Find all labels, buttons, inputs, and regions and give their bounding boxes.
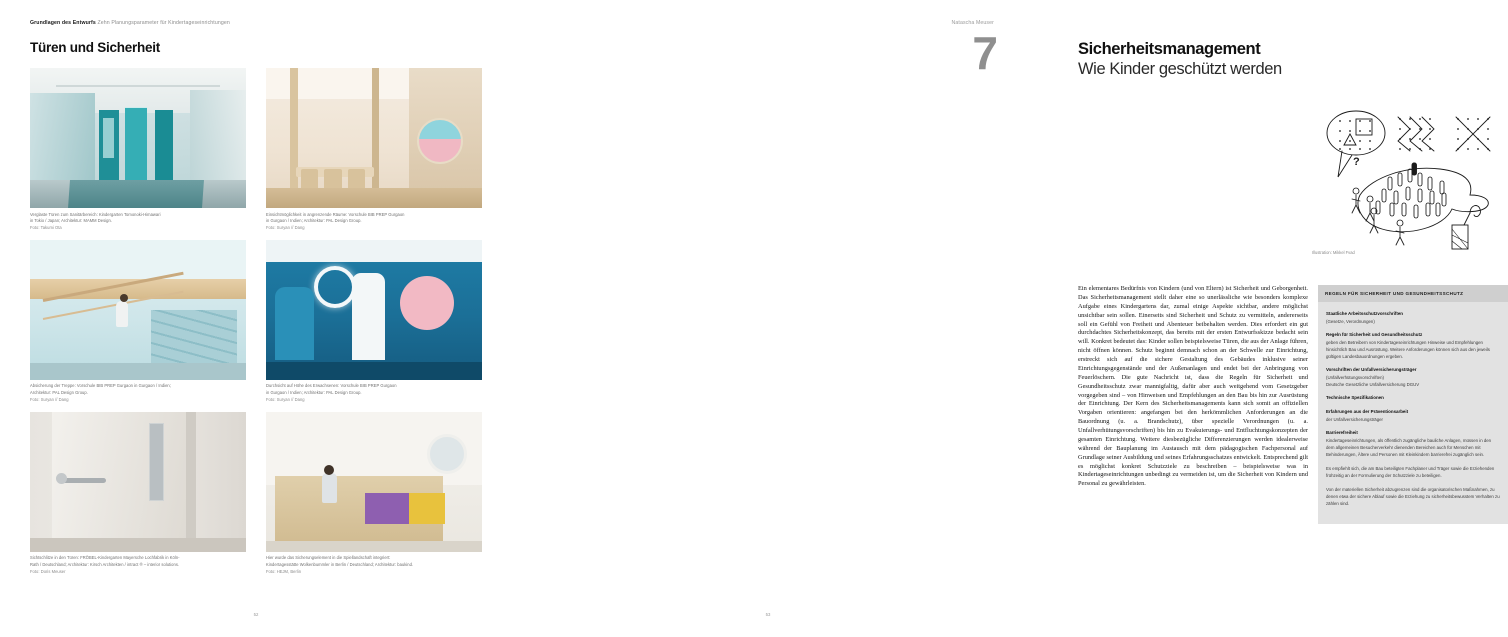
- caption-line-2: Kindertagesstätte Wolkenbummler in Berlin / Deutschland; Architektur: baukind.: [266, 561, 414, 567]
- photo-adult-height-view-opening: [266, 240, 482, 380]
- caption-line-2: Architektur: PAL Design Group.: [30, 390, 88, 395]
- illustration: [1312, 103, 1508, 253]
- caption-line-2: in Gurgaon / Indien; Architektur: PAL Design Group.: [266, 390, 362, 395]
- page-title: Türen und Sicherheit: [30, 40, 161, 55]
- info-box-item: [1326, 395, 1500, 402]
- right-running-head: Natascha Meuser: [951, 20, 994, 26]
- body-text: [1078, 285, 1308, 489]
- info-box-item: [1326, 430, 1500, 458]
- photo-grid: [30, 68, 482, 584]
- body-paragraph: Ein elementares Bedürfnis von Kindern (und von Eltern) ist Sicherheit und Geborgenheit. Das Sicherheitsmanagement stellt daher eine so unerlässliche wie besonders komplexe Aufgabe eines Kindergartens dar, zumal einige Aspekte sichtbar, andere möglichst unsichtbar sein sollen. Einerseits sind Sicherheit und Schutz zu vermitteln, andererseits soll ein Gefühl von Freiheit und Abenteuer beibehalten werden. Dies erfordert ein gut durchdachtes Sicherheitskonzept, das bereits mit der ersten Entwurfsskizze bedacht sein will. Konkret bedeutet das: Kinder sollen beispielsweise Türen, die aus der Anlage führen, nicht öffnen können. Schutz beginnt demnach schon an der Schwelle zur Einrichtung, erstreckt sich auf die sichere Gestaltung des Gebäudes inklusive seiner Einrichtungsgegenstände und der Außenanlagen und endet bei der Anbringung von Feuerlöschern. Die gute Nachricht ist, dass die Regeln für Sicherheit und Gesundheitsschutz zwar mannigfaltig, dafür aber auch weitgehend vom Gesetzgeber vorgegeben sind – von Hinweisen und Empfehlungen an den Bau bis hin zur Ausrüstung der Einrichtung. Der Kern des Sicherheitsmanagements kann sich somit an offiziellen Vorgaben orientieren: angefangen bei den herkömmlichen Anforderungen an die Bauordnung (u. a. Brandschutz), über spezielle Verordnungen (u. a. Unfallverhütungsvorschriften) bis hin zu Evakuierungs- und Entfluchtungskonzepten der gesamten Einrichtung. Weitere diesbezügliche Differenzierungen werden idealerweise während der Bauplanung im Austausch mit dem pädagogischen Fachpersonal auf Grundlage seiner Ausbildung und seines Erfahrungsschatzes entwickelt. Entsprechend gilt es möglichst konkret Schutzziele zu beschreiben – beispielsweise was in Kindertageseinrichtungen unbedingt zu vermeiden ist, um die Sicherheit von Kindern und Personal zu gewährleisten.: [1078, 285, 1308, 488]
- info-box-item-title: Vorschriften der Unfallversicherungsträger: [1326, 366, 1417, 372]
- info-box-paragraph: Es empfiehlt sich, die am Bau beteiligten Fachplaner und Träger sowie die Erziehenden frühzeitig an der Formulierung der Schutzziele zu beteiligen.: [1326, 465, 1495, 478]
- caption-line-2: in Gurgaon / Indien; Architektur: PAL Design Group.: [266, 218, 362, 224]
- photo-cell: [30, 412, 246, 584]
- info-box-item-text: Kindertageseinrichtungen, als öffentlich zugängliche bauliche Anlagen, müssen in den dem allgemeinen Besucherverkehr dienenden Bereichen auch für Menschen mit Behinderungen, Ältere und Personen mit Kleinkindern barrierefrei zugänglich sein.: [1326, 437, 1492, 457]
- caption-line-1: Absicherung der Treppe: Vorschule BIB PREP Gurgaon in Gurgaon / Indien;: [30, 383, 171, 389]
- caption-credit: Foto: Suryan // Dang: [266, 224, 305, 230]
- info-box-item: [1326, 311, 1500, 325]
- caption-line-1: Durchsicht auf Höhe des Erwachsenen: Vorschule BIB PREP Gurgaon: [266, 383, 397, 389]
- running-head-rest: Zehn Planungsparameter für Kindertageseinrichtungen: [95, 20, 230, 26]
- section-head: [1078, 40, 1378, 79]
- info-box-item-title: Staatliche Arbeitsschutzvorschriften: [1326, 311, 1404, 316]
- photo-caption: [30, 208, 246, 240]
- right-page: [512, 0, 1500, 637]
- info-box-item-title: Erfahrungen aus der Präventionsarbeit: [1326, 408, 1409, 414]
- caption-line-2: Rath / Deutschland; Architektur: Kirsch Architekten / intract ® – interior solutions.: [30, 561, 180, 567]
- info-box-item: [1326, 409, 1500, 423]
- photo-stair-safety-railing: [30, 240, 246, 380]
- chapter-number: 7: [972, 27, 996, 79]
- photo-cell: [30, 68, 246, 240]
- caption-line-1: Sichtschlitze in den Türen: FRÖBEL-Kindergarten Mayersche Lochfabrik in Köln-: [30, 555, 180, 561]
- caption-line-1: Verglaste Türen zum Sanitärbereich: Kindergarten Tomonoki-Himawari: [30, 211, 161, 217]
- info-box-item-text: (Unfallverhütungsvorschriften) Deutsche Gesetzliche Unfallversicherung DGUV: [1326, 374, 1420, 387]
- caption-line-1: Hier wurde das Sicherungselement in die Spiellandschaft integriert:: [266, 555, 391, 561]
- section-subtitle: Wie Kinder geschützt werden: [1078, 60, 1282, 78]
- photo-cell: [30, 240, 246, 412]
- caption-credit: Foto: HEJM, Berlin: [266, 568, 302, 574]
- photo-caption: [30, 552, 246, 584]
- photo-caption: [266, 208, 482, 240]
- photo-caption: [266, 552, 482, 584]
- info-box-item-title: Regeln für Sicherheit und Gesundheitsschutz: [1326, 331, 1423, 337]
- caption-line-1: Einsichtmöglichkeit in angrenzende Räume: Vorschule BIB PREP Gurgaon: [266, 211, 405, 217]
- photo-caption: [30, 380, 246, 412]
- info-box-item-title: Barrierefreiheit: [1326, 429, 1358, 435]
- photo-door-vision-slits: [30, 412, 246, 552]
- section-title: Sicherheitsmanagement: [1078, 40, 1261, 58]
- info-box-item: [1326, 332, 1500, 360]
- info-box-heading: REGELN FÜR SICHERHEIT UND GESUNDHEITSSCHUTZ: [1318, 285, 1508, 302]
- folio-right: 53: [765, 612, 771, 617]
- left-running-head: [30, 20, 230, 26]
- info-box: [1318, 285, 1508, 524]
- caption-credit: Foto: Suryan // Dang: [30, 396, 69, 402]
- photo-cell: [266, 68, 482, 240]
- folio-left: 52: [253, 612, 259, 617]
- svg-text:?: ?: [1353, 156, 1360, 168]
- photo-cell: [266, 240, 482, 412]
- caption-credit: Foto: Doris Meuser: [30, 568, 66, 574]
- info-box-item-text: (Gesetze, Verordnungen): [1326, 318, 1375, 324]
- photo-cell: [266, 412, 482, 584]
- info-box-item-title: Technische Spezifikationen: [1326, 394, 1384, 400]
- caption-credit: Foto: Takumi Ota: [30, 224, 62, 230]
- info-box-paragraph: Von der materiellen Sicherheit abzugrenzen sind die organisatorischen Maßnahmen, zu denen etwa der sichere Ablauf sowie die Erziehung zu sicherheitsbewusstem Verhalten zu zählen sind.: [1326, 486, 1500, 506]
- photo-caption: [266, 380, 482, 412]
- photo-safety-element-in-play-landscape: [266, 412, 482, 552]
- info-box-item-text: der Unfallversicherungsträger: [1326, 416, 1383, 422]
- caption-credit: Foto: Suryan // Dang: [266, 396, 305, 402]
- running-head-strong: Grundlagen des Entwurfs: [30, 20, 96, 26]
- illustration-caption: Illustration: Mikkel Fvad: [1312, 250, 1355, 255]
- photo-glazed-doors-sanitary: [30, 68, 246, 208]
- left-page: [0, 0, 512, 637]
- caption-line-2: in Tokio / Japan; Architektur: MAMM Design.: [30, 218, 112, 224]
- photo-view-into-adjacent-rooms: [266, 68, 482, 208]
- info-box-body: [1318, 302, 1508, 524]
- info-box-item-text: geben den Betreibern von Kindertageseinrichtungen Hinweise und Empfehlungen hinsichtlich Bau und Ausrüstung. Weitere Anforderungen können sich aus den jeweils gültigen Landesbauordnungen ergeben.: [1326, 339, 1490, 359]
- illustration-crowd-icon: [1312, 103, 1508, 253]
- info-box-item: [1326, 367, 1500, 388]
